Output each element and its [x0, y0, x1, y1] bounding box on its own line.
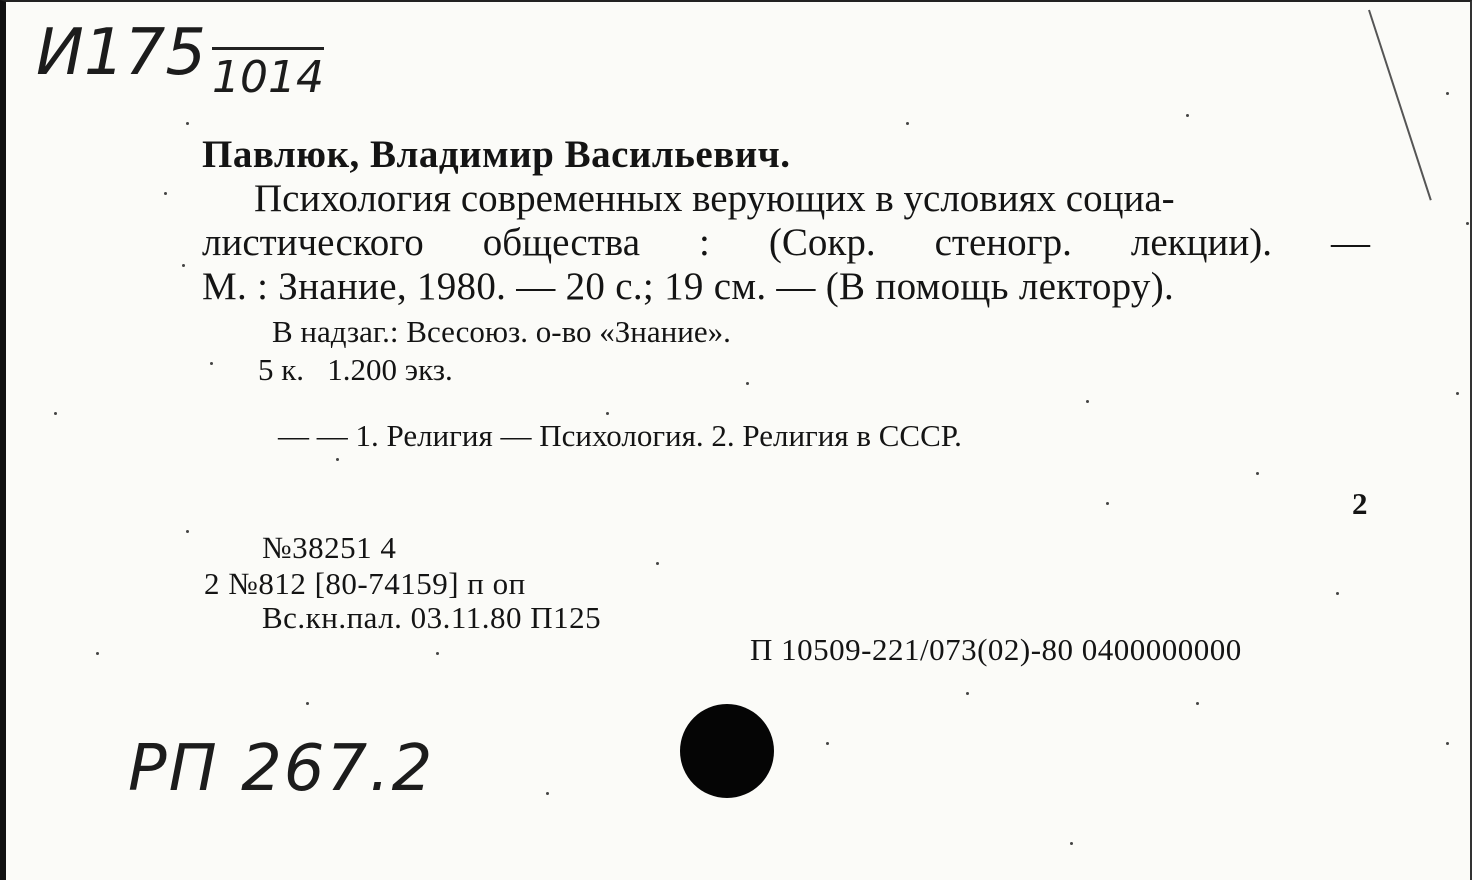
- registration-number: №38251 4: [262, 530, 397, 565]
- handwritten-call-number-main: И175: [36, 16, 207, 90]
- note-overhead-title: В надзаг.: Всесоюз. о-во «Знание».: [272, 314, 731, 349]
- note-price-copies: 5 к. 1.200 экз.: [258, 352, 453, 387]
- subject-headings: — — 1. Религия — Психология. 2. Религия в СССР.: [278, 418, 962, 453]
- handwritten-shelf-mark: РП 267.2: [128, 732, 435, 806]
- handwritten-call-number-fraction: 1014: [212, 47, 324, 103]
- title-line-2: листического общества : (Сокр. стеногр. лекции). —: [202, 221, 1370, 264]
- order-number: 2 №812 [80-74159] п оп: [204, 566, 526, 601]
- author-heading: Павлюк, Владимир Васильевич.: [202, 133, 791, 176]
- imprint-line: М. : Знание, 1980. — 20 с.; 19 см. — (В помощь лектору).: [202, 265, 1175, 308]
- scan-edge-mark: [1368, 10, 1432, 201]
- book-chamber-stamp: Вс.кн.пал. 03.11.80 П125: [262, 600, 602, 635]
- handwritten-call-number: [36, 16, 324, 103]
- punch-hole: [680, 704, 774, 798]
- card-number: 2: [1352, 486, 1368, 521]
- title-line-1: Психология современных верующих в условиях социа-: [254, 177, 1175, 220]
- classification-code: П 10509-221/073(02)-80 0400000000: [750, 632, 1242, 667]
